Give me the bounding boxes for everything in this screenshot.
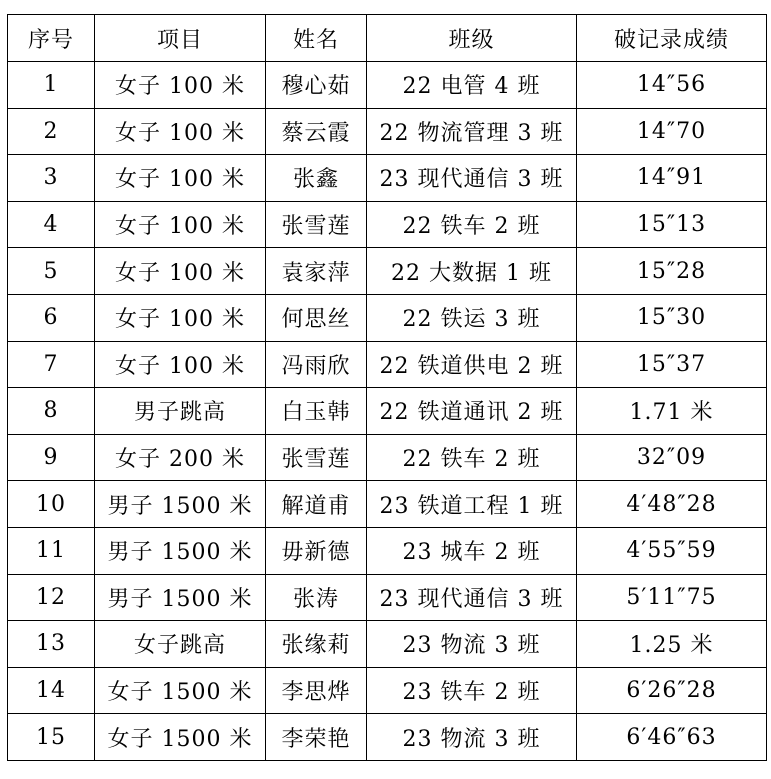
cell-class: 23 现代通信 3 班: [367, 574, 577, 621]
cell-seq: 15: [8, 714, 95, 761]
cell-name: 张雪莲: [266, 201, 367, 248]
table-row: [8, 667, 767, 714]
cell-result: 15″13: [577, 201, 767, 248]
cell-class: 22 电管 4 班: [367, 62, 577, 109]
cell-result: 15″28: [577, 248, 767, 295]
header-seq: 序号: [8, 15, 95, 62]
cell-class: 23 城车 2 班: [367, 527, 577, 574]
table-row: [8, 201, 767, 248]
cell-class: 23 现代通信 3 班: [367, 155, 577, 202]
header-name: 姓名: [266, 15, 367, 62]
header-event: 项目: [95, 15, 266, 62]
cell-result: 14″91: [577, 155, 767, 202]
header-row: [8, 15, 767, 62]
cell-result: 14″70: [577, 108, 767, 155]
cell-seq: 7: [8, 341, 95, 388]
cell-event: 女子 100 米: [95, 108, 266, 155]
cell-seq: 5: [8, 248, 95, 295]
cell-seq: 13: [8, 621, 95, 668]
table-row: [8, 155, 767, 202]
cell-class: 23 铁车 2 班: [367, 667, 577, 714]
header-class: 班级: [367, 15, 577, 62]
cell-class: 22 铁车 2 班: [367, 201, 577, 248]
cell-name: 解道甫: [266, 481, 367, 528]
cell-name: 冯雨欣: [266, 341, 367, 388]
records-table: [7, 14, 767, 761]
cell-event: 女子 200 米: [95, 434, 266, 481]
table-row: [8, 574, 767, 621]
cell-event: 女子 100 米: [95, 201, 266, 248]
cell-result: 1.25 米: [577, 621, 767, 668]
cell-seq: 3: [8, 155, 95, 202]
cell-name: 穆心茹: [266, 62, 367, 109]
cell-name: 白玉韩: [266, 388, 367, 435]
cell-seq: 8: [8, 388, 95, 435]
table-row: [8, 714, 767, 761]
cell-result: 5′11″75: [577, 574, 767, 621]
cell-name: 袁家萍: [266, 248, 367, 295]
cell-seq: 2: [8, 108, 95, 155]
cell-seq: 14: [8, 667, 95, 714]
cell-name: 李思烨: [266, 667, 367, 714]
cell-name: 蔡云霞: [266, 108, 367, 155]
table-row: [8, 294, 767, 341]
cell-class: 22 铁道供电 2 班: [367, 341, 577, 388]
cell-result: 32″09: [577, 434, 767, 481]
cell-event: 女子 1500 米: [95, 667, 266, 714]
table-row: [8, 388, 767, 435]
cell-event: 女子 100 米: [95, 62, 266, 109]
cell-event: 女子 100 米: [95, 155, 266, 202]
cell-result: 1.71 米: [577, 388, 767, 435]
table-row: [8, 527, 767, 574]
cell-result: 4′48″28: [577, 481, 767, 528]
cell-seq: 10: [8, 481, 95, 528]
cell-event: 男子 1500 米: [95, 574, 266, 621]
cell-event: 女子 100 米: [95, 248, 266, 295]
cell-event: 男子 1500 米: [95, 481, 266, 528]
cell-seq: 6: [8, 294, 95, 341]
cell-name: 张鑫: [266, 155, 367, 202]
header-result: 破记录成绩: [577, 15, 767, 62]
table-row: [8, 341, 767, 388]
cell-class: 22 铁车 2 班: [367, 434, 577, 481]
cell-event: 女子 1500 米: [95, 714, 266, 761]
cell-result: 6′26″28: [577, 667, 767, 714]
cell-result: 4′55″59: [577, 527, 767, 574]
cell-class: 23 物流 3 班: [367, 714, 577, 761]
cell-result: 6′46″63: [577, 714, 767, 761]
cell-class: 22 物流管理 3 班: [367, 108, 577, 155]
table-row: [8, 434, 767, 481]
cell-name: 李荣艳: [266, 714, 367, 761]
cell-event: 女子 100 米: [95, 341, 266, 388]
cell-seq: 1: [8, 62, 95, 109]
cell-name: 毋新德: [266, 527, 367, 574]
table-row: [8, 108, 767, 155]
cell-event: 女子 100 米: [95, 294, 266, 341]
cell-event: 男子 1500 米: [95, 527, 266, 574]
cell-seq: 9: [8, 434, 95, 481]
table-row: [8, 248, 767, 295]
cell-result: 15″37: [577, 341, 767, 388]
cell-seq: 12: [8, 574, 95, 621]
cell-name: 张涛: [266, 574, 367, 621]
cell-class: 23 物流 3 班: [367, 621, 577, 668]
cell-class: 22 铁道通讯 2 班: [367, 388, 577, 435]
cell-event: 女子跳高: [95, 621, 266, 668]
cell-seq: 4: [8, 201, 95, 248]
cell-seq: 11: [8, 527, 95, 574]
cell-name: 张雪莲: [266, 434, 367, 481]
table-row: [8, 481, 767, 528]
cell-result: 14″56: [577, 62, 767, 109]
cell-event: 男子跳高: [95, 388, 266, 435]
cell-name: 张缘莉: [266, 621, 367, 668]
table-row: [8, 62, 767, 109]
table-row: [8, 621, 767, 668]
cell-class: 22 大数据 1 班: [367, 248, 577, 295]
cell-name: 何思丝: [266, 294, 367, 341]
cell-class: 23 铁道工程 1 班: [367, 481, 577, 528]
cell-result: 15″30: [577, 294, 767, 341]
cell-class: 22 铁运 3 班: [367, 294, 577, 341]
